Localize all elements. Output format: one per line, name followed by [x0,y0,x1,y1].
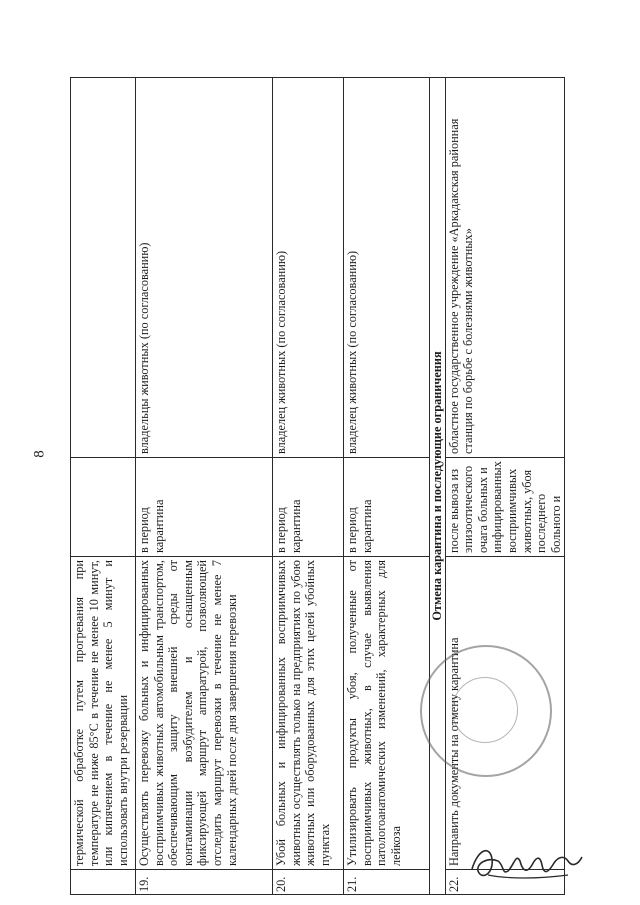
section-title: Отмена карантина и последующие ограничения [430,78,446,895]
action-cell: термической обработке путем прогревания при температуре не ниже 85°С в течение не менее 10 минут, или кипячением в течение не менее 5 минут и использовать внутри резервации [71,557,136,870]
responsible-cell: владелец животных (по согласованию) [273,78,344,458]
row-number: 22. [445,870,565,895]
row-number: 21. [344,870,430,895]
term-cell: в период карантина [273,458,344,557]
responsible-cell: владелец животных (по согласованию) [344,78,430,458]
action-cell: Направить документы на отмену карантина [445,557,565,870]
section-header-row [430,78,446,895]
row-number: 19. [136,870,273,895]
term-cell: в период карантина [344,458,430,557]
handwritten-signature [468,835,586,887]
term-cell: после вывоза из эпизоотического очага больных и инфицированных восприимчивых животных, убоя последнего больного и [445,458,565,557]
action-cell: Осуществлять перевозку больных и инфицированных восприимчивых животных автомобильным транспортом, обеспечивающим защиту внешней среды от контаминации возбудителем и оснащенным фиксирующей маршрут аппаратурой, позволяющей отследить маршрут перевозки в течение не менее 7 календарных дней после дня завершения перевозки [136,557,273,870]
table-row [344,78,430,895]
official-seal-stamp [420,645,552,777]
table-row [273,78,344,895]
responsible-cell: владельцы животных (по согласованию) [136,78,273,458]
responsible-cell: областное государственное учреждение «Аркадакская районная станция по борьбе с болезнями животных» [445,78,565,458]
page-number: 8 [31,450,48,458]
term-cell [71,458,136,557]
rotated-page [70,77,563,895]
term-cell: в период карантина [136,458,273,557]
action-cell: Убой больных и инфицированных восприимчивых животных осуществлять только на предприятиях по убою животных или оборудованных для этих целей убойных пунктах [273,557,344,870]
responsible-cell [71,78,136,458]
table-row [136,78,273,895]
action-cell: Утилизировать продукты убоя, полученные от восприимчивых животных, в случае выявления патологоанатомических изменений, характерных для лейкоза [344,557,430,870]
row-number [71,870,136,895]
row-number: 20. [273,870,344,895]
table-row [71,78,136,895]
